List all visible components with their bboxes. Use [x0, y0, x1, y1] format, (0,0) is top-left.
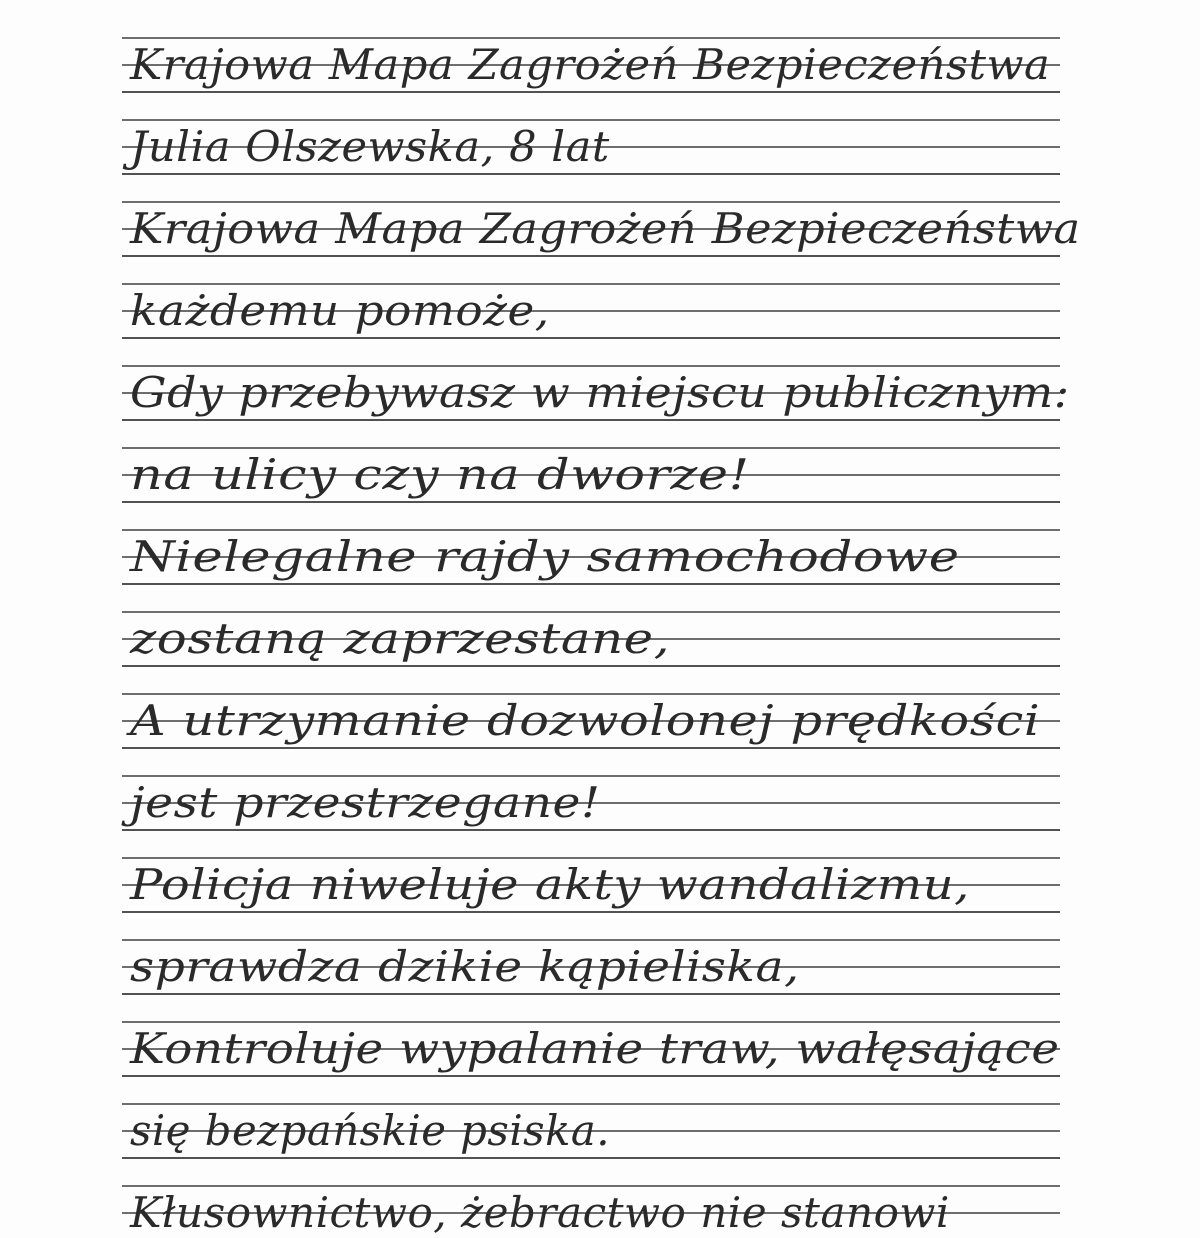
poem-line: jest przestrzegane!: [130, 778, 601, 827]
poem-line: Kontroluje wypalanie traw, wałęsające: [130, 1024, 1060, 1073]
poem-line: każdemu pomoże,: [130, 286, 550, 335]
poem-line: Policja niweluje akty wandalizmu,: [130, 860, 970, 909]
poem-title: Krajowa Mapa Zagrożeń Bezpieczeństwa: [130, 40, 1051, 89]
poem-line: zostaną zaprzestane,: [130, 614, 671, 663]
poem-line: Nielegalne rajdy samochodowe: [130, 532, 960, 581]
poem-line: Kłusownictwo, żebractwo nie stanowi: [130, 1188, 950, 1237]
poem-author: Julia Olszewska, 8 lat: [130, 122, 610, 171]
poem-line: Gdy przebywasz w miejscu publicznym:: [130, 368, 1070, 417]
poem-line: się bezpańskie psiska.: [130, 1106, 611, 1155]
poem-line: Krajowa Mapa Zagrożeń Bezpieczeństwa: [130, 204, 1081, 253]
poem-line: sprawdza dzikie kąpieliska,: [130, 942, 800, 991]
poem-line: na ulicy czy na dworze!: [130, 450, 750, 499]
poem-line: A utrzymanie dozwolonej prędkości: [130, 696, 1041, 745]
